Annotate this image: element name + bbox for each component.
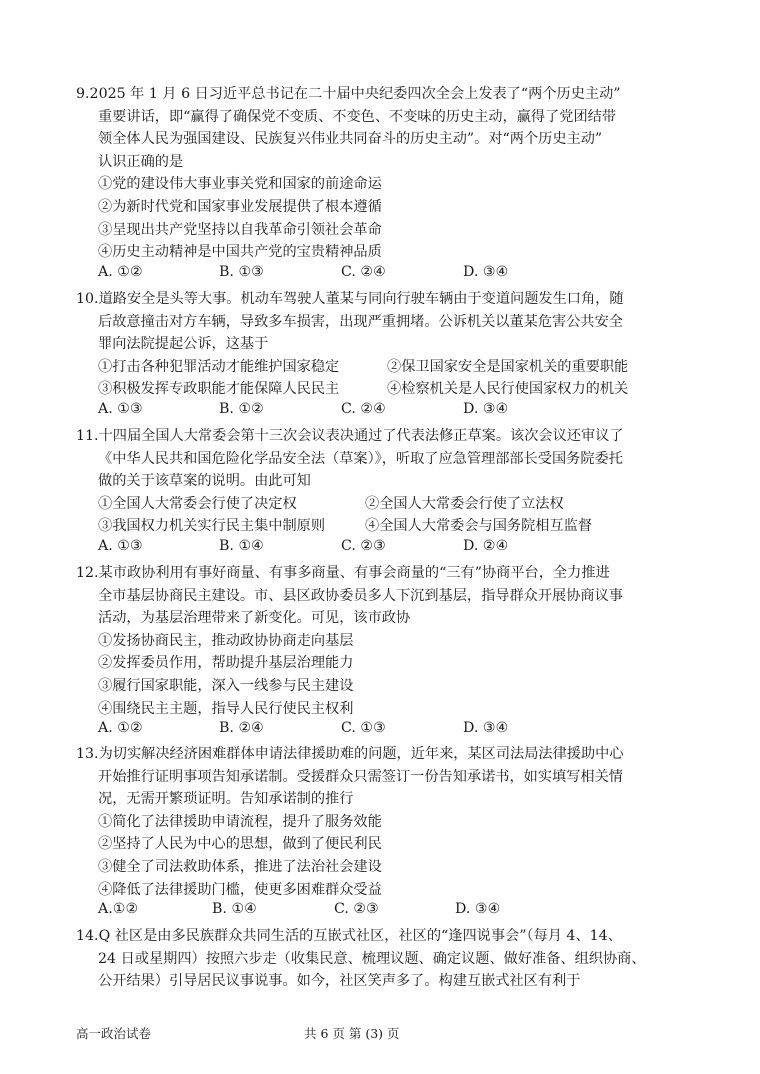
option-1: ①打击各种犯罪活动才能维护国家稳定: [98, 358, 340, 375]
question-stem-line: 全市基层协商民主建设。市、县区政协委员多人下沉到基层，指导群众开展协商议事: [98, 587, 623, 604]
option-2: ②发挥委员作用，帮助提升基层治理能力: [98, 655, 354, 672]
question-14: [76, 925, 686, 993]
option-row: [76, 515, 686, 538]
question-stem-line: 公开结果）引导居民议事说事。如今，社区笑声多了。构建互嵌式社区有利于: [98, 973, 581, 990]
question-stem-line: 12.某市政协利用有事好商量、有事多商量、有事会商量的“三有”协商平台，全力推进: [76, 565, 610, 581]
choice-d: D. ③④: [463, 400, 509, 417]
choice-c: C. ②④: [341, 263, 386, 280]
option-1: ①简化了法律援助申请流程，提升了服务效能: [98, 813, 382, 830]
question-stem-line: 认识正确的是: [98, 153, 184, 170]
choice-b: B. ①②: [219, 400, 264, 417]
answer-choices: [76, 901, 686, 924]
option-1: ①发扬协商民主，推动政协协商走向基层: [98, 632, 354, 649]
choice-a: A.①②: [98, 901, 139, 918]
choice-c: C. ②④: [341, 400, 386, 417]
choice-b: B. ①④: [219, 537, 264, 554]
question-10: [76, 288, 686, 424]
question-stem-line: 况，无需开繁琐证明。告知承诺制的推行: [98, 791, 354, 808]
option-1: ①全国人大常委会行使了决定权: [98, 495, 297, 512]
choice-d: D. ③④: [463, 720, 509, 737]
choice-d: D. ③④: [463, 263, 509, 280]
question-stem-line: 24 日或星期四）按照六步走（收集民意、梳理议题、确定议题、做好准备、组织协商、: [98, 950, 646, 967]
question-stem-line: 14.Q 社区是由多民族群众共同生活的互嵌式社区，社区的“逢四说事会”（每月 4、14、: [76, 928, 622, 944]
question-stem-line: 10.道路安全是头等大事。机动车驾驶人董某与同向行驶车辆由于变道问题发生口角，随: [76, 291, 624, 307]
question-stem-line: 罪向法院提起公诉，这基于: [98, 336, 269, 353]
question-stem-line: 开始推行证明事项告知承诺制。受援群众只需签订一份告知承诺书，如实填写相关情: [98, 768, 623, 785]
option-3: ③呈现出共产党坚持以自我革命引领社会革命: [98, 221, 382, 238]
question-stem-line: 做的关于该草案的说明。由此可知: [98, 473, 311, 490]
choice-c: C. ②③: [341, 537, 386, 554]
page-footer: [76, 1024, 686, 1044]
option-4: ④检察机关是人民行使国家权力的机关: [387, 381, 629, 398]
answer-choices: [76, 538, 686, 561]
question-stem-line: 《中华人民共和国危险化学品安全法（草案）》，听取了应急管理部部长受国务院委托: [98, 450, 623, 467]
question-stem-line: 重要讲话，即“赢得了确保党不变质、不变色、不变味的历史主动，赢得了党团结带: [98, 108, 617, 125]
question-stem-line: 活动，为基层治理带来了新变化。可见，该市政协: [98, 610, 411, 627]
option-3: ③积极发挥专政职能才能保障人民民主: [98, 381, 340, 398]
answer-choices: [76, 401, 686, 424]
choice-c: C. ①③: [341, 720, 386, 737]
question-stem-line: 后故意撞击对方车辆，导致多车损害，出现严重拥堵。公诉机关以董某危害公共安全: [98, 313, 623, 330]
question-9: [76, 83, 686, 286]
question-stem-line: 9.2025 年 1 月 6 日习近平总书记在二十届中央纪委四次全会上发表了“两个历史主动”: [76, 86, 621, 102]
option-2: ②坚持了人民为中心的思想，做到了便民利民: [98, 836, 382, 853]
question-stem-line: 领全体人民为强国建设、民族复兴伟业共同奋斗的历史主动”。对“两个历史主动”: [98, 131, 603, 148]
option-2: ②为新时代党和国家事业发展提供了根本遵循: [98, 198, 382, 215]
option-row: [76, 378, 686, 401]
choice-a: A. ①③: [98, 400, 143, 417]
option-4: ④降低了法律援助门槛，使更多困难群众受益: [98, 881, 382, 898]
option-row: [76, 493, 686, 516]
choice-d: D. ②④: [463, 537, 509, 554]
option-4: ④围绕民主主题，指导人民行使民主权利: [98, 700, 354, 717]
option-3: ③健全了司法救助体系，推进了法治社会建设: [98, 858, 382, 875]
question-13: [76, 743, 686, 924]
choice-a: A. ①②: [98, 263, 143, 280]
option-2: ②保卫国家安全是国家机关的重要职能: [387, 358, 629, 375]
choice-c: C. ②③: [334, 901, 379, 918]
option-row: [76, 356, 686, 379]
choice-b: B. ②④: [219, 720, 264, 737]
option-1: ①党的建设伟大事业事关党和国家的前途命运: [98, 176, 382, 193]
answer-choices: [76, 720, 686, 743]
choice-b: B. ①④: [212, 901, 257, 918]
answer-choices: [76, 264, 686, 287]
question-11: [76, 425, 686, 561]
question-stem-line: 11.十四届全国人大常委会第十三次会议表决通过了代表法修正草案。该次会议还审议了: [76, 428, 624, 444]
option-3: ③履行国家职能，深入一线参与民主建设: [98, 677, 354, 694]
option-3: ③我国权力机关实行民主集中制原则: [98, 518, 326, 535]
footer-exam-title: 高一政治试卷: [76, 1026, 152, 1041]
question-stem-line: 13.为切实解决经济困难群体申请法律援助难的问题，近年来，某区司法局法律援助中心: [76, 746, 624, 762]
choice-a: A. ①②: [98, 720, 143, 737]
choice-d: D. ③④: [455, 901, 501, 918]
option-2: ②全国人大常委会行使了立法权: [365, 495, 564, 512]
footer-page-number: 共 6 页 第 (3) 页: [304, 1026, 400, 1041]
option-4: ④历史主动精神是中国共产党的宝贵精神品质: [98, 244, 382, 261]
option-4: ④全国人大常委会与国务院相互监督: [365, 518, 593, 535]
question-12: [76, 562, 686, 743]
choice-b: B. ①③: [219, 263, 264, 280]
choice-a: A. ①③: [98, 537, 143, 554]
